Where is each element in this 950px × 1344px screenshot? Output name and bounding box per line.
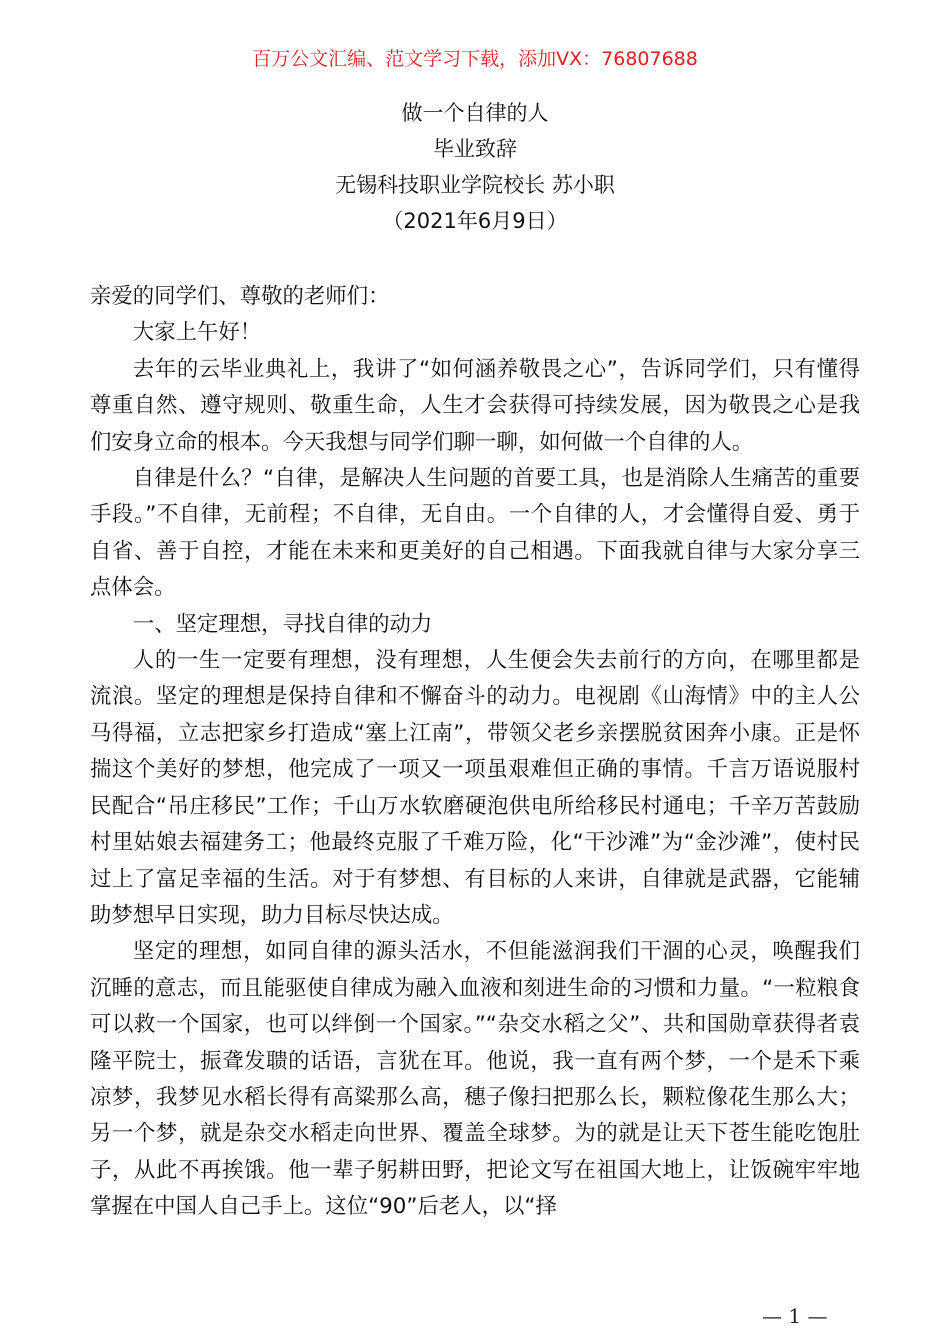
promo-banner: 百万公文汇编、范文学习下载，添加VX：76807688 [252,48,698,70]
paragraph-what-is-discipline: 自律是什么？“自律，是解决人生问题的首要工具，也是消除人生痛苦的重要手段。”不自律，无前程；不自律，无自由。一个自律的人，才会懂得自爱、勇于自省、善于自控，才能在未来和更美好的自己相遇。下面我就自律与大家分享三点体会。 [90,466,860,601]
document-subtitle: 毕业致辞 [433,137,517,161]
document-title: 做一个自律的人 [401,101,549,125]
document-header [0,95,950,239]
paragraph-greeting: 大家上午好！ [132,320,262,346]
paragraph-yuan-longping: 坚定的理想，如同自律的源头活水，不但能滋润我们干涸的心灵，唤醒我们沉睡的意志，而且能驱使自律成为融入血液和刻进生命的习惯和力量。“一粒粮食可以救一个国家，也可以绊倒一个国家。”“杂交水稻之父”、共和国勋章获得者袁隆平院士，振聋发聩的话语，言犹在耳。他说，我一直有两个梦，一个是禾下乘凉梦，我梦见水稻长得有高粱那么高，穗子像扫把那么长，颗粒像花生那么大；另一个梦，就是杂交水稻走向世界、覆盖全球梦。为的就是让天下苍生能吃饱肚子，从此不再挨饿。他一辈子躬耕田野，把论文写在祖国大地上，让饭碗牢牢地掌握在中国人自己手上。这位“90”后老人，以“择 [90,939,861,1220]
section-heading-1: 一、坚定理想，寻找自律的动力 [132,611,433,637]
paragraph-ideals: 人的一生一定要有理想，没有理想，人生便会失去前行的方向，在哪里都是流浪。坚定的理想是保持自律和不懈奋斗的动力。电视剧《山海情》中的主人公马得福，立志把家乡打造成“塞上江南”，带领父老乡亲摆脱贫困奔小康。正是怀揣这个美好的梦想，他完成了一项又一项虽艰难但正确的事情。千言万语说服村民配合“吊庄移民”工作；千山万水软磨硬泡供电所给移民村通电；千辛万苦鼓励村里姑娘去福建务工；他最终克服了千难万险，化“干沙滩”为“金沙滩”，使村民过上了富足幸福的生活。对于有梦想、有目标的人来讲，自律就是武器，它能辅助梦想早日实现，助力目标尽快达成。 [90,648,860,928]
salutation: 亲爱的同学们、尊敬的老师们： [90,284,390,309]
document-body [90,279,860,1226]
page-number: — 1 — [762,1304,828,1328]
document-date: （2021年6月9日） [382,209,568,233]
document-author: 无锡科技职业学院校长 苏小职 [335,173,615,197]
paragraph-intro: 去年的云毕业典礼上，我讲了“如何涵养敬畏之心”，告诉同学们，只有懂得尊重自然、遵守规则、敬重生命，人生才会获得可持续发展，因为敬畏之心是我们安身立命的根本。今天我想与同学们聊一聊，如何做一个自律的人。 [90,356,860,455]
